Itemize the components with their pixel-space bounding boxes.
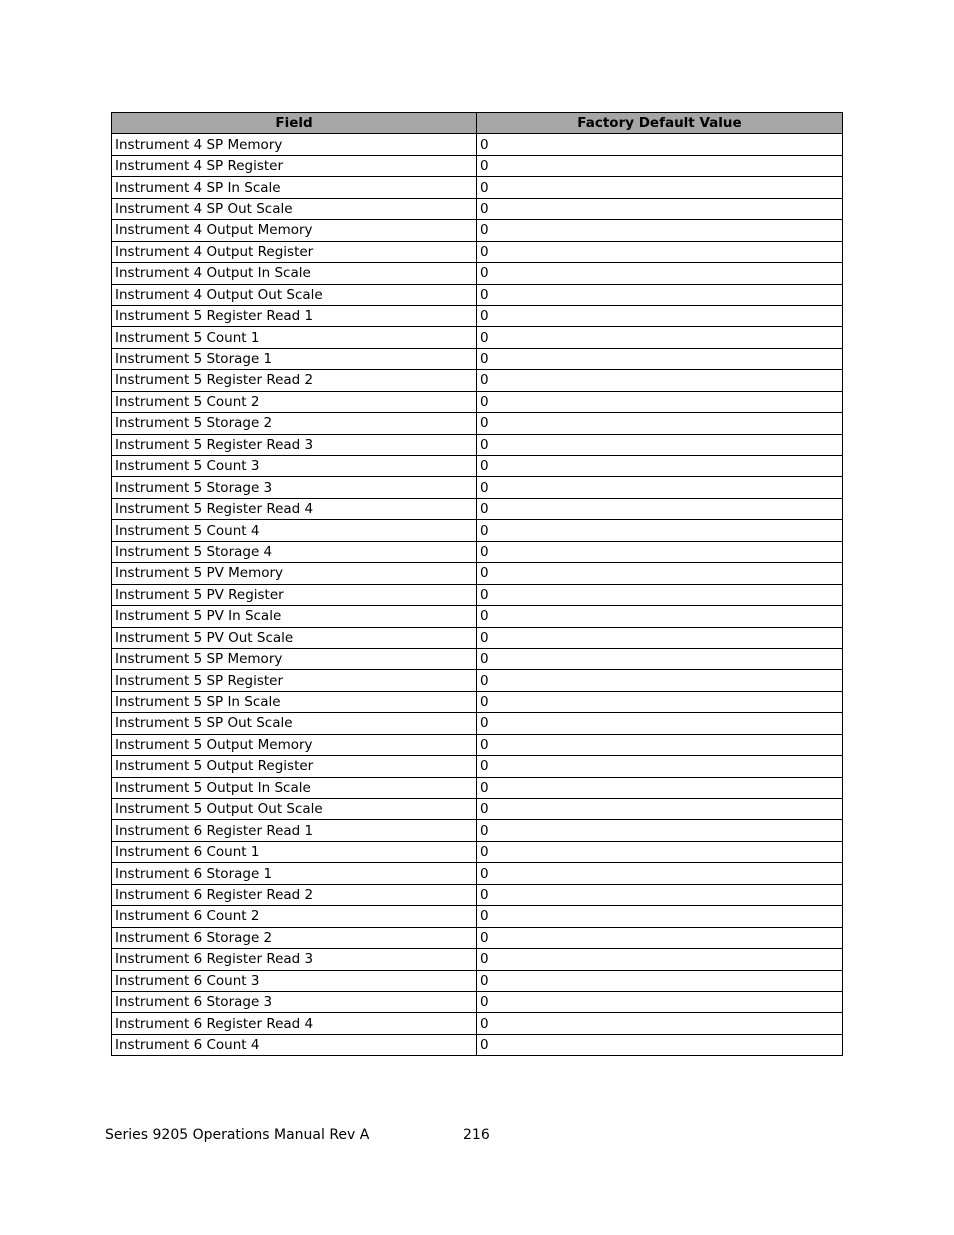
table-row: [112, 498, 843, 519]
default-value-cell: 0: [477, 949, 843, 970]
column-header-field: Field: [112, 113, 477, 134]
default-value-cell: 0: [477, 820, 843, 841]
table-row: [112, 799, 843, 820]
table-row: [112, 241, 843, 262]
field-name-cell: Instrument 4 SP Memory: [112, 134, 477, 155]
table-row: [112, 391, 843, 412]
default-value-cell: 0: [477, 413, 843, 434]
factory-defaults-table: [111, 112, 843, 1056]
default-value-cell: 0: [477, 220, 843, 241]
field-name-cell: Instrument 5 Register Read 4: [112, 498, 477, 519]
table-row: [112, 134, 843, 155]
table-row: [112, 434, 843, 455]
table-header-row: [112, 113, 843, 134]
default-value-cell: 0: [477, 134, 843, 155]
default-value-cell: 0: [477, 884, 843, 905]
field-name-cell: Instrument 5 PV Memory: [112, 563, 477, 584]
field-name-cell: Instrument 5 Output Memory: [112, 734, 477, 755]
default-value-cell: 0: [477, 498, 843, 519]
table-row: [112, 584, 843, 605]
field-name-cell: Instrument 5 Storage 3: [112, 477, 477, 498]
field-name-cell: Instrument 4 Output Memory: [112, 220, 477, 241]
table-row: [112, 777, 843, 798]
default-value-cell: 0: [477, 391, 843, 412]
table-row: [112, 284, 843, 305]
table-row: [112, 305, 843, 326]
table-row: [112, 734, 843, 755]
field-name-cell: Instrument 6 Count 3: [112, 970, 477, 991]
field-name-cell: Instrument 4 Output Register: [112, 241, 477, 262]
table-row: [112, 198, 843, 219]
field-name-cell: Instrument 5 Output Out Scale: [112, 799, 477, 820]
field-name-cell: Instrument 6 Count 1: [112, 841, 477, 862]
table-row: [112, 520, 843, 541]
table-row: [112, 563, 843, 584]
default-value-cell: 0: [477, 863, 843, 884]
table-row: [112, 841, 843, 862]
field-name-cell: Instrument 5 Register Read 2: [112, 370, 477, 391]
table-row: [112, 713, 843, 734]
field-name-cell: Instrument 5 SP In Scale: [112, 691, 477, 712]
field-name-cell: Instrument 6 Storage 1: [112, 863, 477, 884]
table-row: [112, 670, 843, 691]
field-name-cell: Instrument 5 Output In Scale: [112, 777, 477, 798]
table-row: [112, 627, 843, 648]
table-row: [112, 606, 843, 627]
table-row: [112, 220, 843, 241]
field-name-cell: Instrument 5 SP Register: [112, 670, 477, 691]
default-value-cell: 0: [477, 263, 843, 284]
default-value-cell: 0: [477, 734, 843, 755]
table-row: [112, 863, 843, 884]
default-value-cell: 0: [477, 648, 843, 669]
table-row: [112, 456, 843, 477]
default-value-cell: 0: [477, 606, 843, 627]
default-value-cell: 0: [477, 284, 843, 305]
table-header: [112, 113, 843, 134]
default-value-cell: 0: [477, 327, 843, 348]
table-row: [112, 927, 843, 948]
field-name-cell: Instrument 5 Output Register: [112, 756, 477, 777]
field-name-cell: Instrument 6 Count 2: [112, 906, 477, 927]
field-name-cell: Instrument 5 Storage 1: [112, 348, 477, 369]
table-row: [112, 348, 843, 369]
table-row: [112, 691, 843, 712]
default-value-cell: 0: [477, 906, 843, 927]
default-value-cell: 0: [477, 841, 843, 862]
default-value-cell: 0: [477, 970, 843, 991]
table-row: [112, 756, 843, 777]
field-name-cell: Instrument 4 SP In Scale: [112, 177, 477, 198]
default-value-cell: 0: [477, 777, 843, 798]
table-row: [112, 327, 843, 348]
field-name-cell: Instrument 6 Storage 2: [112, 927, 477, 948]
field-name-cell: Instrument 5 PV Out Scale: [112, 627, 477, 648]
field-name-cell: Instrument 5 PV Register: [112, 584, 477, 605]
column-header-default-value: Factory Default Value: [477, 113, 843, 134]
field-name-cell: Instrument 6 Count 4: [112, 1034, 477, 1055]
table-row: [112, 263, 843, 284]
table-row: [112, 541, 843, 562]
default-value-cell: 0: [477, 541, 843, 562]
field-name-cell: Instrument 5 Count 2: [112, 391, 477, 412]
default-value-cell: 0: [477, 584, 843, 605]
default-value-cell: 0: [477, 370, 843, 391]
default-value-cell: 0: [477, 756, 843, 777]
table-row: [112, 906, 843, 927]
table-row: [112, 991, 843, 1012]
footer-manual-title: Series 9205 Operations Manual Rev A: [105, 1127, 370, 1143]
field-name-cell: Instrument 5 Storage 4: [112, 541, 477, 562]
default-value-cell: 0: [477, 627, 843, 648]
table-row: [112, 1034, 843, 1055]
field-name-cell: Instrument 5 Register Read 3: [112, 434, 477, 455]
table-row: [112, 370, 843, 391]
field-name-cell: Instrument 6 Register Read 1: [112, 820, 477, 841]
default-value-cell: 0: [477, 670, 843, 691]
field-name-cell: Instrument 4 Output Out Scale: [112, 284, 477, 305]
default-value-cell: 0: [477, 563, 843, 584]
table-row: [112, 413, 843, 434]
field-name-cell: Instrument 6 Register Read 3: [112, 949, 477, 970]
footer-page-number: 216: [463, 1127, 490, 1143]
table-row: [112, 155, 843, 176]
default-value-cell: 0: [477, 691, 843, 712]
default-value-cell: 0: [477, 434, 843, 455]
field-name-cell: Instrument 6 Register Read 2: [112, 884, 477, 905]
field-name-cell: Instrument 4 SP Register: [112, 155, 477, 176]
table-body: [112, 134, 843, 1056]
default-value-cell: 0: [477, 348, 843, 369]
table-row: [112, 820, 843, 841]
default-value-cell: 0: [477, 799, 843, 820]
field-name-cell: Instrument 5 Count 1: [112, 327, 477, 348]
default-value-cell: 0: [477, 713, 843, 734]
field-name-cell: Instrument 5 PV In Scale: [112, 606, 477, 627]
default-value-cell: 0: [477, 155, 843, 176]
default-value-cell: 0: [477, 927, 843, 948]
default-value-cell: 0: [477, 241, 843, 262]
default-value-cell: 0: [477, 477, 843, 498]
field-name-cell: Instrument 5 Register Read 1: [112, 305, 477, 326]
field-name-cell: Instrument 6 Register Read 4: [112, 1013, 477, 1034]
default-value-cell: 0: [477, 305, 843, 326]
field-name-cell: Instrument 4 SP Out Scale: [112, 198, 477, 219]
default-value-cell: 0: [477, 198, 843, 219]
field-name-cell: Instrument 4 Output In Scale: [112, 263, 477, 284]
field-name-cell: Instrument 5 Storage 2: [112, 413, 477, 434]
default-value-cell: 0: [477, 177, 843, 198]
field-name-cell: Instrument 5 SP Out Scale: [112, 713, 477, 734]
table-row: [112, 1013, 843, 1034]
table-row: [112, 177, 843, 198]
table-row: [112, 477, 843, 498]
table-row: [112, 949, 843, 970]
table-row: [112, 970, 843, 991]
table-row: [112, 648, 843, 669]
field-name-cell: Instrument 6 Storage 3: [112, 991, 477, 1012]
default-value-cell: 0: [477, 991, 843, 1012]
field-name-cell: Instrument 5 Count 4: [112, 520, 477, 541]
default-value-cell: 0: [477, 456, 843, 477]
table-row: [112, 884, 843, 905]
field-name-cell: Instrument 5 Count 3: [112, 456, 477, 477]
default-value-cell: 0: [477, 1013, 843, 1034]
default-value-cell: 0: [477, 1034, 843, 1055]
field-name-cell: Instrument 5 SP Memory: [112, 648, 477, 669]
default-value-cell: 0: [477, 520, 843, 541]
